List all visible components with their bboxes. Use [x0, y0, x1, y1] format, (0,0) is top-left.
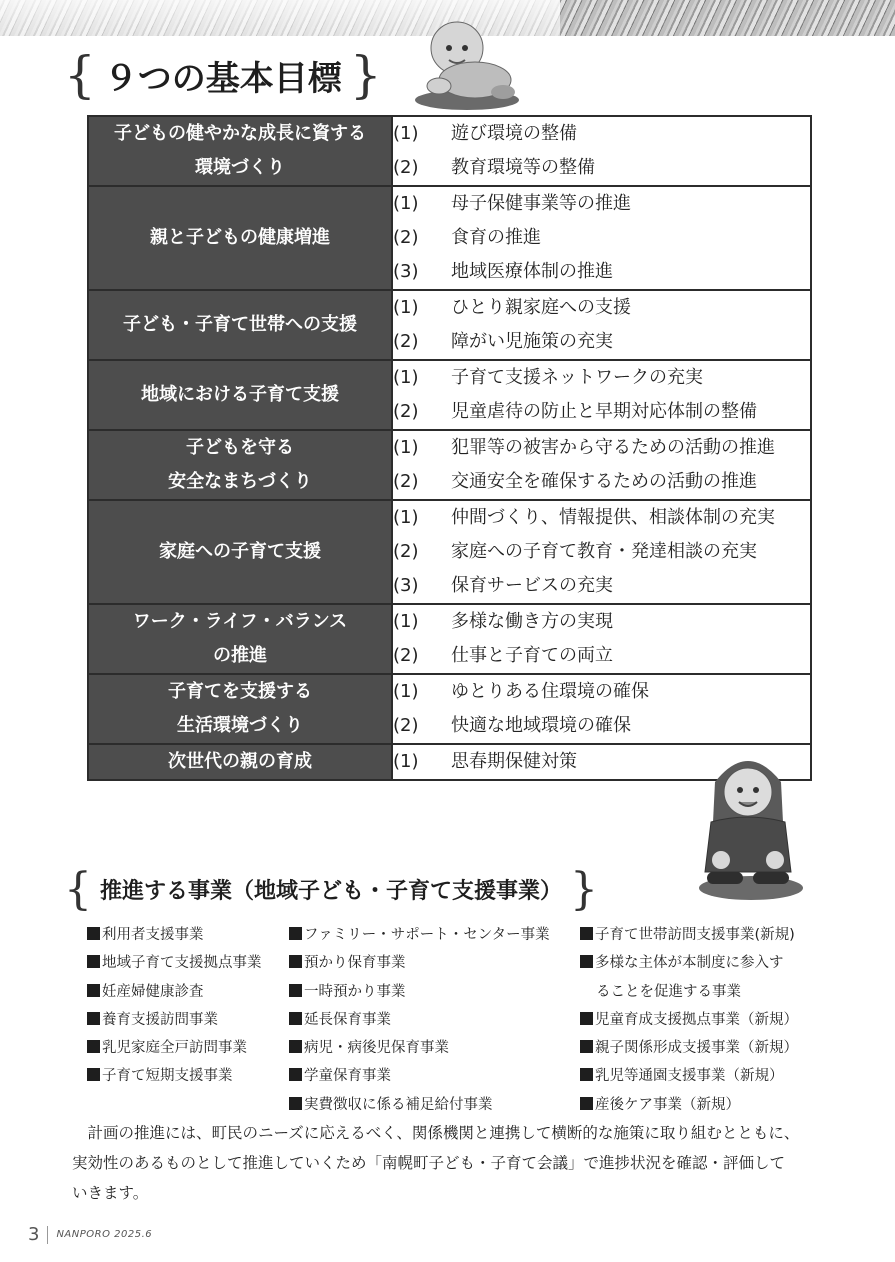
goal-name-line: 環境づくり	[195, 157, 285, 178]
project-item-text: 妊産婦健康診査	[102, 983, 204, 1000]
square-bullet-icon	[289, 927, 302, 940]
project-item-text: 学童保育事業	[304, 1068, 391, 1085]
right-brace-ornament: }	[570, 863, 599, 915]
project-item	[580, 1091, 798, 1119]
goal-item-text: 子育て支援ネットワークの充実	[451, 367, 703, 388]
goal-item-number: (2)	[393, 227, 419, 248]
goal-item-number: (2)	[393, 471, 419, 492]
goal-item-text: 教育環境等の整備	[451, 157, 595, 178]
right-brace-ornament: }	[349, 46, 382, 104]
project-item	[87, 1006, 262, 1034]
goal-item-number: (2)	[393, 331, 419, 352]
square-bullet-icon	[580, 955, 593, 968]
goal-name-cell	[88, 360, 392, 430]
project-item	[580, 921, 798, 949]
goal-item	[393, 535, 810, 569]
goal-items-cell	[392, 360, 811, 430]
square-bullet-icon	[289, 984, 302, 997]
square-bullet-icon	[87, 1012, 100, 1025]
goal-item-number: (1)	[393, 123, 419, 144]
goal-item-number: (3)	[393, 575, 419, 596]
closing-line: いきます。	[72, 1184, 149, 1202]
goal-row	[88, 290, 811, 360]
project-item	[580, 978, 798, 1006]
goal-item-text: 食育の推進	[451, 227, 541, 248]
left-brace-ornament: {	[64, 863, 92, 915]
goal-item-number: (1)	[393, 507, 419, 528]
goal-name-line: 子どもを守る	[186, 437, 294, 458]
project-item	[87, 949, 262, 977]
closing-line: 実効性のあるものとして推進していくため「南幌町子ども・子育て会議」で進捗状況を確認・評価して	[72, 1154, 786, 1172]
project-item-text: 親子関係形成支援事業（新規）	[595, 1040, 798, 1057]
projects-list	[87, 921, 827, 1113]
goal-name-cell	[88, 674, 392, 744]
goal-item-text: 家庭への子育て教育・発達相談の充実	[451, 541, 757, 562]
goal-item-number: (1)	[393, 437, 419, 458]
goal-item-text: 保育サービスの充実	[451, 575, 613, 596]
goal-items-cell	[392, 116, 811, 186]
goal-name-cell	[88, 186, 392, 290]
goal-item-number: (2)	[393, 715, 419, 736]
goal-item-text: 多様な働き方の実現	[451, 611, 613, 632]
projects-column-3	[580, 921, 798, 1119]
square-bullet-icon	[580, 1012, 593, 1025]
magazine-issue: NANPORO 2025.6	[56, 1229, 153, 1240]
project-item-text: 乳児等通園支援事業（新規）	[595, 1068, 784, 1085]
project-item-text: 病児・病後児保育事業	[304, 1040, 449, 1057]
goal-item-text: 遊び環境の整備	[451, 123, 577, 144]
goal-item	[393, 151, 810, 185]
square-bullet-icon	[87, 1040, 100, 1053]
goal-name-cell	[88, 116, 392, 186]
square-bullet-icon	[580, 1097, 593, 1110]
goal-name-line: 子ども・子育て世帯への支援	[123, 314, 357, 335]
project-item	[87, 921, 262, 949]
goal-item	[393, 675, 810, 709]
goal-item	[393, 221, 810, 255]
goal-item-text: 思春期保健対策	[451, 751, 577, 772]
goal-item	[393, 605, 810, 639]
goal-item-text: ひとり親家庭への支援	[451, 297, 631, 318]
goal-item	[393, 117, 810, 151]
goal-name-cell	[88, 604, 392, 674]
goal-item	[393, 291, 810, 325]
goal-item-text: 地域医療体制の推進	[451, 261, 613, 282]
goal-items-cell	[392, 186, 811, 290]
project-item	[87, 978, 262, 1006]
goal-item	[393, 709, 810, 743]
goal-row	[88, 674, 811, 744]
goals-table-body	[88, 116, 811, 780]
square-bullet-icon	[580, 1068, 593, 1081]
goal-name-cell	[88, 744, 392, 780]
project-item-text: 地域子育て支援拠点事業	[102, 955, 262, 972]
square-bullet-icon	[580, 1040, 593, 1053]
project-item-text: 預かり保育事業	[304, 955, 406, 972]
goal-items-cell	[392, 500, 811, 604]
project-item-text: 産後ケア事業（新規）	[595, 1096, 740, 1113]
goal-items-cell	[392, 430, 811, 500]
project-item-text: ファミリー・サポート・センター事業	[304, 927, 550, 943]
project-item	[289, 921, 550, 949]
goal-item-text: 仕事と子育ての両立	[451, 645, 613, 666]
page-footer	[28, 1224, 152, 1245]
project-item-text: 多様な主体が本制度に参入す	[595, 955, 784, 972]
project-item	[580, 1062, 798, 1090]
project-item	[289, 978, 550, 1006]
project-item	[289, 1006, 550, 1034]
goal-name-line: ワーク・ライフ・バランス	[132, 611, 348, 632]
project-item	[289, 949, 550, 977]
goal-item-text: ゆとりある住環境の確保	[451, 681, 649, 702]
goal-item-number: (1)	[393, 297, 419, 318]
goal-name-cell	[88, 290, 392, 360]
goal-item-number: (1)	[393, 367, 419, 388]
goal-item	[393, 639, 810, 673]
project-item	[289, 1062, 550, 1090]
project-item	[580, 1034, 798, 1062]
goal-row	[88, 500, 811, 604]
goal-item-text: 仲間づくり、情報提供、相談体制の充実	[451, 507, 775, 528]
goal-items-cell	[392, 604, 811, 674]
goal-item-number: (2)	[393, 401, 419, 422]
project-item-text: 子育て短期支援事業	[102, 1068, 233, 1085]
goal-item-number: (2)	[393, 157, 419, 178]
goal-item-number: (1)	[393, 681, 419, 702]
section-title-goals: ９つの基本目標	[103, 58, 342, 99]
project-item-text: 子育て世帯訪問支援事業(新規)	[595, 927, 795, 943]
goal-item	[393, 501, 810, 535]
goal-row	[88, 360, 811, 430]
goal-name-line: の推進	[213, 645, 267, 666]
project-item	[580, 949, 798, 977]
goal-row	[88, 186, 811, 290]
goal-item	[393, 395, 810, 429]
goal-item-text: 犯罪等の被害から守るための活動の推進	[451, 437, 775, 458]
sitting-baby-photo	[693, 742, 803, 902]
square-bullet-icon	[87, 984, 100, 997]
project-item-text: 一時預かり事業	[304, 983, 406, 1000]
project-item	[289, 1034, 550, 1062]
goal-row	[88, 604, 811, 674]
section-heading-goals	[64, 40, 382, 110]
goal-name-line: 子どもの健やかな成長に資する	[114, 123, 366, 144]
square-bullet-icon	[289, 955, 302, 968]
section-title-projects: 推進する事業（地域子ども・子育て支援事業）	[100, 878, 563, 904]
footer-divider	[47, 1226, 48, 1244]
section-heading-projects	[64, 856, 598, 922]
square-bullet-icon	[87, 1068, 100, 1081]
goal-name-line: 地域における子育て支援	[141, 384, 339, 405]
goal-item-number: (1)	[393, 193, 419, 214]
project-item-text: 乳児家庭全戸訪問事業	[102, 1040, 247, 1057]
goal-item	[393, 255, 810, 289]
goal-item	[393, 431, 810, 465]
left-brace-ornament: {	[64, 46, 96, 104]
basic-goals-table	[87, 115, 812, 781]
square-bullet-icon	[580, 927, 593, 940]
goal-name-line: 子育てを支援する	[168, 681, 312, 702]
goal-name-cell	[88, 430, 392, 500]
goal-name-line: 安全なまちづくり	[168, 471, 312, 492]
goal-name-line: 家庭への子育て支援	[159, 541, 321, 562]
square-bullet-icon	[87, 955, 100, 968]
goal-item-number: (2)	[393, 541, 419, 562]
square-bullet-icon	[289, 1012, 302, 1025]
goal-row	[88, 430, 811, 500]
goal-row	[88, 116, 811, 186]
goal-items-cell	[392, 290, 811, 360]
square-bullet-icon	[289, 1068, 302, 1081]
goal-name-line: 生活環境づくり	[177, 715, 303, 736]
goal-item-number: (1)	[393, 751, 419, 772]
goal-item-text: 障がい児施策の充実	[451, 331, 613, 352]
project-item-text: 児童育成支援拠点事業（新規）	[595, 1011, 798, 1028]
project-item	[580, 1006, 798, 1034]
project-item	[87, 1034, 262, 1062]
square-bullet-icon	[289, 1040, 302, 1053]
goal-item-text: 快適な地域環境の確保	[451, 715, 631, 736]
square-bullet-icon	[87, 927, 100, 940]
crawling-baby-photo	[405, 14, 525, 114]
closing-paragraph	[72, 1118, 832, 1208]
project-item-text: 利用者支援事業	[102, 927, 204, 943]
project-item	[289, 1091, 550, 1119]
goal-name-line: 親と子どもの健康増進	[150, 227, 330, 248]
goal-item	[393, 361, 810, 395]
project-item-text: ることを促進する事業	[596, 983, 741, 1000]
projects-column-1	[87, 921, 262, 1091]
goal-item-text: 児童虐待の防止と早期対応体制の整備	[451, 401, 757, 422]
projects-column-2	[289, 921, 550, 1119]
goal-item	[393, 325, 810, 359]
project-item-text: 延長保育事業	[304, 1011, 391, 1028]
goal-item-text: 交通安全を確保するための活動の推進	[451, 471, 757, 492]
goal-items-cell	[392, 674, 811, 744]
square-bullet-icon	[289, 1097, 302, 1110]
goal-item-text: 母子保健事業等の推進	[451, 193, 631, 214]
goal-item	[393, 569, 810, 603]
project-item-text: 実費徴収に係る補足給付事業	[304, 1096, 493, 1113]
goal-name-cell	[88, 500, 392, 604]
goal-item-number: (3)	[393, 261, 419, 282]
closing-line: 計画の推進には、町民のニーズに応えるべく、関係機関と連携して横断的な施策に取り組むとともに、	[72, 1124, 800, 1142]
goal-name-line: 次世代の親の育成	[168, 751, 312, 772]
goal-item	[393, 465, 810, 499]
project-item	[87, 1062, 262, 1090]
page-number: 3	[28, 1224, 40, 1245]
project-item-text: 養育支援訪問事業	[102, 1011, 218, 1028]
goal-item-number: (2)	[393, 645, 419, 666]
goal-item-number: (1)	[393, 611, 419, 632]
goal-item	[393, 187, 810, 221]
